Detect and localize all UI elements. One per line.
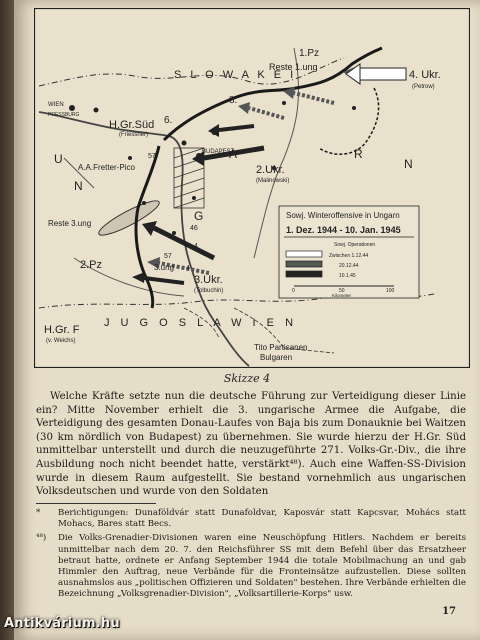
label-fretter-pico: A.A.Fretter-Pico [78,163,135,172]
legend-subtitle: Sowj. Operationen [334,242,376,248]
legend-scale-50: 50 [339,288,345,294]
label-2ukr-cmd: (Malinowski) [256,178,290,184]
label-4ukr-cmd: (Petrow) [412,84,435,90]
label-army6: 6. [164,115,173,126]
footnotes [36,508,466,604]
label-hgr-sud: H.Gr.Süd [109,119,155,131]
label-hgr-sud-cmd: (Friessner) [119,132,149,138]
legend-scale-unit: Kilometer [332,293,352,298]
label-3ukr: 3.Ukr. [194,274,223,286]
legend-scale-0: 0 [292,288,295,294]
label-ungarn-g: G [194,209,204,223]
label-ungarn-n: N [74,179,83,193]
label-2pz: 2.Pz [80,259,103,271]
book-page [14,0,480,640]
label-num-4b: 4 [186,265,190,272]
footnote [36,533,466,600]
body-text [36,390,466,499]
label-3ung: 3.ung [154,263,175,272]
label-wien: WIEN [48,102,64,108]
legend-title: Sowj. Winteroffensive in Ungarn [286,211,400,220]
footnote-rule [36,503,156,504]
label-hgr-f: H.Gr. F [44,324,80,336]
legend-dates: 1. Dez. 1944 - 10. Jan. 1945 [286,225,401,235]
footnote-mark: * [36,508,41,518]
footnote-text: Berichtigungen: Dunaföldvár statt Dunafoldvar, Kaposvár statt Kapcsvar, Mohács statt Mohacs, Bares statt Becs. [58,508,466,530]
label-num-4: 4 [194,243,198,250]
paragraph: Welche Kräfte setzte nun die deutsche Führung zur Verteidigung dieser Linie ein? Mitte November erhielt die 3. ungarische Armee die Aufgabe, die Verteidigung des gesamten Donau-Laufes von Baja bis zum Donauknie bei Waitzen (30 km nördlich von Budapest) zu übernehmen. Sie wurde hierzu der H.Gr. Süd unmittelbar unterstellt und durch die neuzugeführte 271. Volks-Gr.-Div., die ihre Ausbildung noch nicht beendet hatte, verstärkt⁴⁸). Auch eine Waffen-SS-Division wurde in diesem Raum aufgestellt. Sie bestand vornehmlich aus ungarischen Volksdeutschen und wurde von den Soldaten [36,391,466,498]
label-ungarn-a: A [229,147,238,161]
label-num-57: 57 [148,153,156,160]
label-budapest: BUDAPEST [202,149,235,155]
label-slovakia: S L O W A K E I [174,69,297,81]
campaign-map [34,8,470,368]
map-caption: Skizze 4 [223,372,271,385]
label-reste-1ung: Reste 1.ung [269,62,318,72]
label-3ukr-cmd: (Tolbuchin) [194,288,224,294]
footnote-mark: ⁴⁸) [36,533,47,544]
label-army8: 8. [229,95,238,106]
legend-arrow-2 [286,261,322,267]
label-reste-3ung: Reste 3.ung [48,219,92,228]
map-legend [279,206,419,298]
footnote-text: Die Volks-Grenadier-Divisionen waren eine Neuschöpfung Hitlers. Nachdem er bereits unmittelbar nach dem 20. 7. den Reichsführer SS mit dem Befehl über das Ersatzheer betraut hatte, ordnete er Anfang September 1944 die totale Mobilmachung an und gab Himmler den Auftrag, neue Verbände für die Fronteinsätze aufzustellen. Diese sollten ausnahmslos aus „politischen Offizieren und Soldaten" bestehen. Ihre Verbände erhielten die Bezeichnung „Volksgrenadier-Division", „Volksartillerie-Korps" usw. [58,533,466,600]
label-num-57b: 57 [164,253,172,260]
label-4ukr: 4. Ukr. [409,69,441,81]
label-yugoslavia: J U G O S L A W I E N [104,317,298,329]
legend-arrow-1 [286,251,322,257]
label-1pz: 1.Pz [299,48,320,59]
label-partisanen: Tito Partisanen [254,343,308,352]
legend-row-2: 20.12.44 [339,263,359,269]
label-2ukr: 2.Ukr. [256,164,285,176]
legend-scale-100: 100 [386,288,395,294]
watermark: Antikvárium.hu [4,616,120,631]
legend-row-3: 10.1.45 [339,273,356,279]
label-ungarn-u: U [54,152,63,166]
map-frame [35,9,470,368]
label-ungarn-n2: N [404,157,413,171]
legend-arrow-3 [286,271,322,277]
legend-row-1: Zwischen 1.12.44 [329,253,369,259]
label-hgr-f-cmd: (v. Weichs) [46,338,76,344]
label-bulgaren: Bulgaren [260,353,293,362]
label-pressburg: PRESSBURG [48,112,80,118]
label-num-46: 46 [190,225,198,232]
label-ungarn-r: R [354,147,363,161]
footnote [36,508,466,530]
page-number: 17 [442,606,456,617]
